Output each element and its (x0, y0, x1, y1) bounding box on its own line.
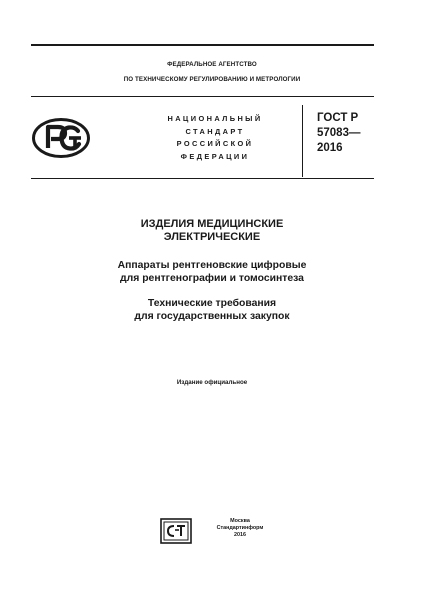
agency-name-line1: ФЕДЕРАЛЬНОЕ АГЕНТСТВО (167, 61, 257, 68)
publisher-info (208, 518, 272, 539)
header-rule (31, 96, 374, 97)
subtitle-line: для государственных закупок (134, 310, 290, 322)
gost-r-emblem-icon (32, 118, 90, 158)
edition-label: Издание официальное (176, 379, 248, 386)
publisher-line: 2016 (234, 532, 246, 538)
gost-line: 2016 (317, 142, 343, 154)
national-line: СТАНДАРТ (185, 126, 245, 136)
subtitle-line: для рентгенографии и томосинтеза (120, 272, 304, 284)
national-line: РОССИЙСКОЙ (176, 139, 254, 148)
standard-block-rule (31, 178, 374, 179)
title-line: ЭЛЕКТРИЧЕСКИЕ (163, 231, 261, 243)
publisher-line: Стандартинформ (216, 525, 264, 531)
agency-name-line2: ПО ТЕХНИЧЕСКОМУ РЕГУЛИРОВАНИЮ И МЕТРОЛОГИИ (123, 76, 301, 83)
title-line: ИЗДЕЛИЯ МЕДИЦИНСКИЕ (140, 218, 284, 230)
national-line: НАЦИОНАЛЬНЫЙ (167, 114, 263, 123)
subtitle-line: Технические требования (147, 298, 277, 309)
top-rule (31, 44, 374, 46)
publisher-line: Москва (230, 518, 250, 524)
national-standard-label (150, 113, 280, 163)
gost-line: 57083— (317, 127, 361, 139)
gost-line: ГОСТ Р (317, 112, 359, 124)
gost-number (317, 111, 360, 156)
document-subtitle-2 (0, 298, 424, 323)
national-line: ФЕДЕРАЦИИ (180, 151, 250, 161)
vertical-divider (302, 105, 303, 177)
standartinform-emblem-icon (160, 518, 192, 544)
document-title (0, 218, 424, 244)
document-subtitle-1 (0, 260, 424, 285)
subtitle-line: Аппараты рентгеновские цифровые (117, 260, 307, 271)
